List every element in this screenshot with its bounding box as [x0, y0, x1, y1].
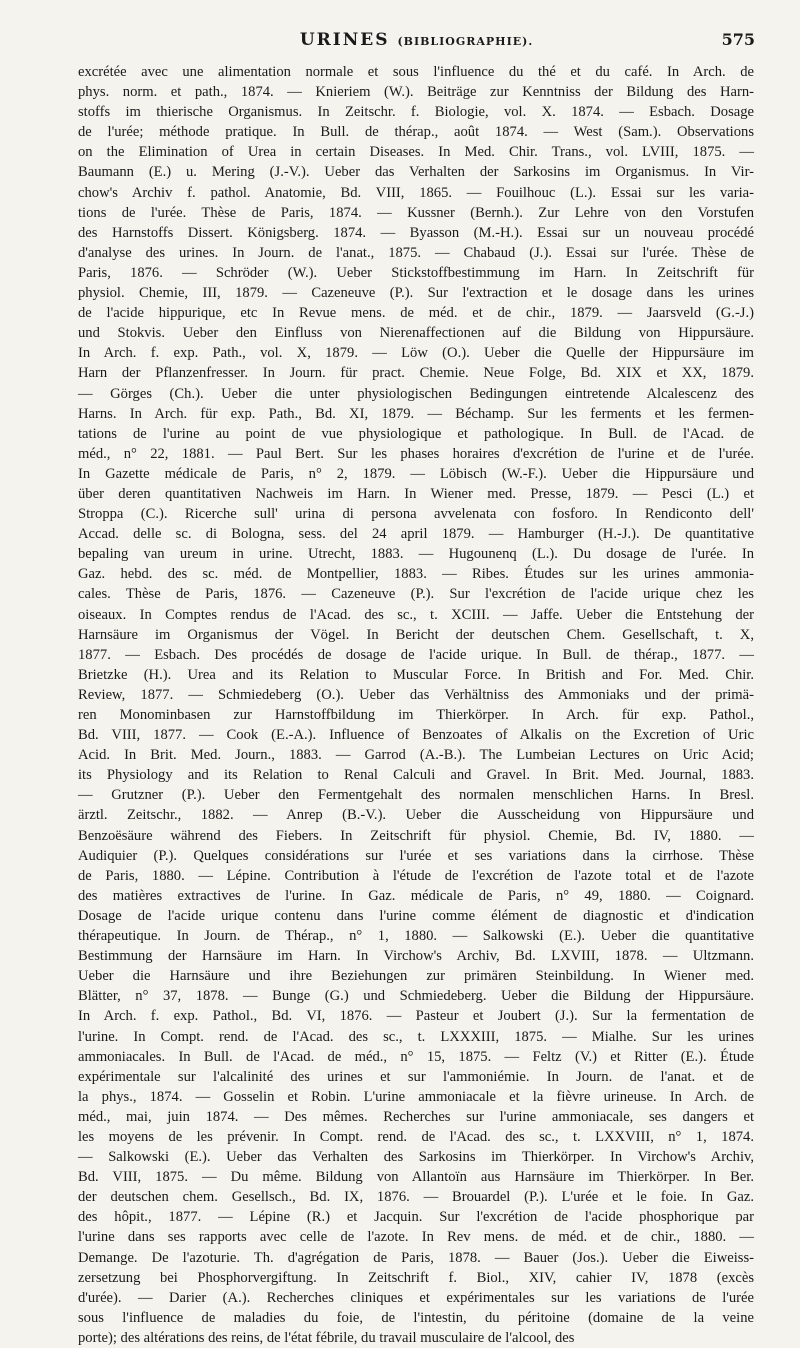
text-line: Paris, 1876. — Schröder (W.). Ueber Stickstoffbestimmung im Harn. In Zeitschrift für	[78, 264, 754, 281]
text-line: zersetzung bei Phosphorvergiftung. In Zeitschrift f. Biol., XIV, cahier IV, 1878 (excès	[78, 1269, 754, 1286]
page-number: 575	[721, 30, 755, 49]
text-line: la phys., 1874. — Gosselin et Robin. L'urine ammoniacale et la fièvre urineuse. In Arch. de	[78, 1088, 754, 1105]
text-line: Blätter, n° 37, 1878. — Bunge (G.) und Schmiedeberg. Ueber die Bildung der Hippursäure.	[78, 988, 754, 1005]
text-line: Dosage de l'acide urique contenu dans l'urine comme élément de diagnostic et d'indication	[78, 907, 754, 924]
text-line: Gaz. hebd. des sc. méd. de Montpellier, 1883. — Ribes. Études sur les urines ammonia-	[78, 566, 754, 583]
text-line: Harn der Pflanzenfresser. In Journ. für pract. Chemie. Neue Folge, Bd. XIX et XX, 1879.	[78, 365, 754, 382]
text-line: Stroppa (C.). Ricerche sull' urina di persona avvelenata con fosforo. In Rendiconto dell'	[78, 506, 754, 523]
text-line: sous l'influence de maladies du foie, de l'intestin, du péritoine (domaine de la veine	[78, 1309, 754, 1326]
text-line: Ueber die Harnsäure und ihre Beziehungen zur primären Steinbildung. In Wiener med.	[78, 968, 754, 985]
text-line: Harns. In Arch. für exp. Path., Bd. XI, 1879. — Béchamp. Sur les ferments et les fermen-	[78, 405, 754, 422]
text-line: phys. norm. et path., 1874. — Knieriem (W.). Beiträge zur Kenntniss der Bildung des Harn-	[78, 84, 754, 101]
text-line: physiol. Chemie, III, 1879. — Cazeneuve (P.). Sur l'extraction et le dosage dans les urines	[78, 285, 754, 302]
text-line: expérimentale sur l'alcalinité des urines et sur l'ammoniémie. In Journ. de l'anat. et de	[78, 1068, 754, 1085]
text-line: Audiquier (P.). Quelques considérations sur l'urée et ses variations dans la cirrhose. Thèse	[78, 847, 754, 864]
text-line: der deutschen chem. Gesellsch., Bd. IX, 1876. — Brouardel (P.). L'urée et le foie. In Gaz.	[78, 1189, 754, 1206]
text-line: les moyens de les prévenir. In Compt. rend. de l'Acad. des sc., t. LXXVIII, n° 1, 1874.	[78, 1128, 754, 1145]
text-line: ammoniacales. In Bull. de l'Acad. de méd., n° 15, 1875. — Feltz (V.) et Ritter (E.). Étude	[78, 1048, 754, 1065]
text-line: Baumann (E.) u. Mering (J.-V.). Ueber das Verhalten der Sarkosins im Organismus. In Vir-	[78, 164, 754, 181]
text-line: In Gazette médicale de Paris, n° 2, 1879. — Löbisch (W.-F.). Ueber die Hippursäure und	[78, 465, 754, 482]
text-line: — Grutzner (P.). Ueber den Fermentgehalt des normalen menschlichen Harns. In Bresl.	[78, 787, 754, 804]
text-line: d'analyse des urines. In Journ. de l'anat., 1875. — Chabaud (J.). Essai sur l'urée. Thèse de	[78, 244, 754, 261]
text-line: on the Elimination of Urea in certain Diseases. In Med. Chir. Trans., vol. LVIII, 1875. —	[78, 144, 754, 161]
text-line: de l'acide hippurique, etc In Revue mens. de méd. et de chir., 1879. — Jaarsveld (G.-J.)	[78, 305, 754, 322]
text-line: Bestimmung der Harnsäure im Harn. In Virchow's Archiv, Bd. LXVIII, 1878. — Ultzmann.	[78, 948, 754, 965]
text-line: Accad. delle sc. di Bologna, sess. del 24 april 1879. — Hamburger (H.-J.). De quantitative	[78, 526, 754, 543]
text-line: Bd. VIII, 1877. — Cook (E.-A.). Influence of Benzoates of Alkalis on the Excretion of Uric	[78, 727, 754, 744]
text-line: Brietzke (H.). Urea and its Relation to Muscular Force. In British and For. Med. Chir.	[78, 666, 754, 683]
text-line: bepaling van ureum in urine. Utrecht, 1883. — Hugounenq (L.). Du dosage de l'urée. In	[78, 546, 754, 563]
text-line: méd., n° 22, 1881. — Paul Bert. Sur les phases horaires d'excrétion de l'urine et de l'urée.	[78, 445, 754, 462]
text-line: In Arch. f. exp. Path., vol. X, 1879. — Löw (O.). Ueber die Quelle der Hippursäure im	[78, 345, 754, 362]
text-line: In Arch. f. exp. Pathol., Bd. VI, 1876. — Pasteur et Joubert (J.). Sur la fermentation de	[78, 1008, 754, 1025]
text-line: — Salkowski (E.). Ueber das Verhalten des Sarkosins im Thierkörper. In Virchow's Archiv,	[78, 1149, 754, 1166]
text-line: its Physiology and its Relation to Renal Calculi and Gravel. In Brit. Med. Journal, 1883.	[78, 767, 754, 784]
text-line: l'urine. In Compt. rend. de l'Acad. des sc., t. LXXXIII, 1875. — Mialhe. Sur les urines	[78, 1028, 754, 1045]
running-head-subtitle: (BIBLIOGRAPHIE).	[397, 35, 534, 48]
text-line: cales. Thèse de Paris, 1876. — Cazeneuve (P.). Sur l'excrétion de l'acide urique chez les	[78, 586, 754, 603]
text-line: über deren quantitativen Nachweis im Harn. In Wiener med. Presse, 1879. — Pesci (L.) et	[78, 485, 754, 502]
text-line: Demange. De l'azoturie. Th. d'agrégation de Paris, 1878. — Bauer (Jos.). Ueber die Eiweiss-	[78, 1249, 754, 1266]
text-line: l'urine dans ses rapports avec celle de l'azote. In Rev mens. de méd. et de chir., 1880. —	[78, 1229, 754, 1246]
text-line: Harnsäure im Organismus der Vögel. In Bericht der deutschen Chem. Gesellschaft, t. X,	[78, 626, 754, 643]
text-line: thérapeutique. In Journ. de Thérap., n° 1, 1880. — Salkowski (E.). Ueber die quantitative	[78, 928, 754, 945]
text-line: 1877. — Esbach. Des procédés de dosage de l'acide urique. In Bull. de thérap., 1877. —	[78, 646, 754, 663]
text-line: Acid. In Brit. Med. Journ., 1883. — Garrod (A.-B.). The Lumbeian Lectures on Uric Acid;	[78, 747, 754, 764]
text-line: und Stokvis. Ueber den Einfluss von Nierenaffectionen auf die Bildung von Hippursäure.	[78, 325, 754, 342]
page-header	[78, 30, 755, 54]
text-line: porte); des altérations des reins, de l'état fébrile, du travail musculaire de l'alcool, des	[78, 1329, 575, 1346]
running-head	[78, 30, 755, 50]
text-line: Review, 1877. — Schmiedeberg (O.). Ueber das Verhältniss des Ammoniaks und der primä-	[78, 686, 754, 703]
text-line: excrétée avec une alimentation normale et sous l'influence du thé et du café. In Arch. de	[78, 64, 754, 80]
text-line: des Harnstoffs Dissert. Königsberg. 1874. — Byasson (M.-H.). Essai sur un nouveau procédé	[78, 224, 754, 241]
text-line: Benzoësäure während des Fiebers. In Zeitschrift für physiol. Chemie, Bd. IV, 1880. —	[78, 827, 754, 844]
text-line: Bd. VIII, 1875. — Du même. Bildung von Allantoïn aus Harnsäure im Thierkörper. In Ber.	[78, 1169, 754, 1186]
text-line: de l'urée; méthode pratique. In Bull. de thérap., août 1874. — West (Sam.). Observations	[78, 124, 754, 141]
text-line: oiseaux. In Comptes rendus de l'Acad. des sc., t. XCIII. — Jaffe. Ueber die Entstehung der	[78, 606, 754, 623]
running-head-title: URINES	[299, 30, 390, 50]
text-line: des hôpit., 1877. — Lépine (R.) et Jacquin. Sur l'excrétion de l'acide phosphorique par	[78, 1209, 754, 1226]
text-line: d'urée). — Darier (A.). Recherches cliniques et expérimentales sur les variations de l'urée	[78, 1289, 754, 1306]
text-line: — Görges (Ch.). Ueber die unter physiologischen Bedingungen eintretende Alcalescenz des	[78, 385, 754, 402]
text-line: tations de l'urine au point de vue physiologique et pathologique. In Bull. de l'Acad. de	[78, 425, 754, 442]
text-line: méd., mai, juin 1874. — Des mêmes. Recherches sur l'urine ammoniacale, ses dangers et	[78, 1108, 754, 1125]
text-line: de Paris, 1880. — Lépine. Contribution à l'étude de l'excrétion de l'azote total et de l'azote	[78, 867, 754, 884]
text-line: ärztl. Zeitschr., 1882. — Anrep (B.-V.). Ueber die Ausscheidung von Hippursäure und	[78, 807, 754, 824]
text-line: chow's Archiv f. pathol. Anatomie, Bd. VIII, 1865. — Fouilhouc (L.). Essai sur les varia-	[78, 184, 754, 201]
text-line: stoffs im thierische Organismus. In Zeitschr. f. Biologie, vol. X. 1874. — Esbach. Dosage	[78, 104, 754, 121]
text-line: des matières extractives de l'urine. In Gaz. médicale de Paris, n° 49, 1880. — Coignard.	[78, 887, 754, 904]
text-line: ren Monominbasen zur Harnstoffbildung im Thierkörper. In Arch. für exp. Pathol.,	[78, 707, 754, 723]
text-line: tions de l'urée. Thèse de Paris, 1874. — Kussner (Bernh.). Zur Lehre von den Vorstufen	[78, 204, 754, 221]
bibliography-text	[78, 62, 754, 1348]
